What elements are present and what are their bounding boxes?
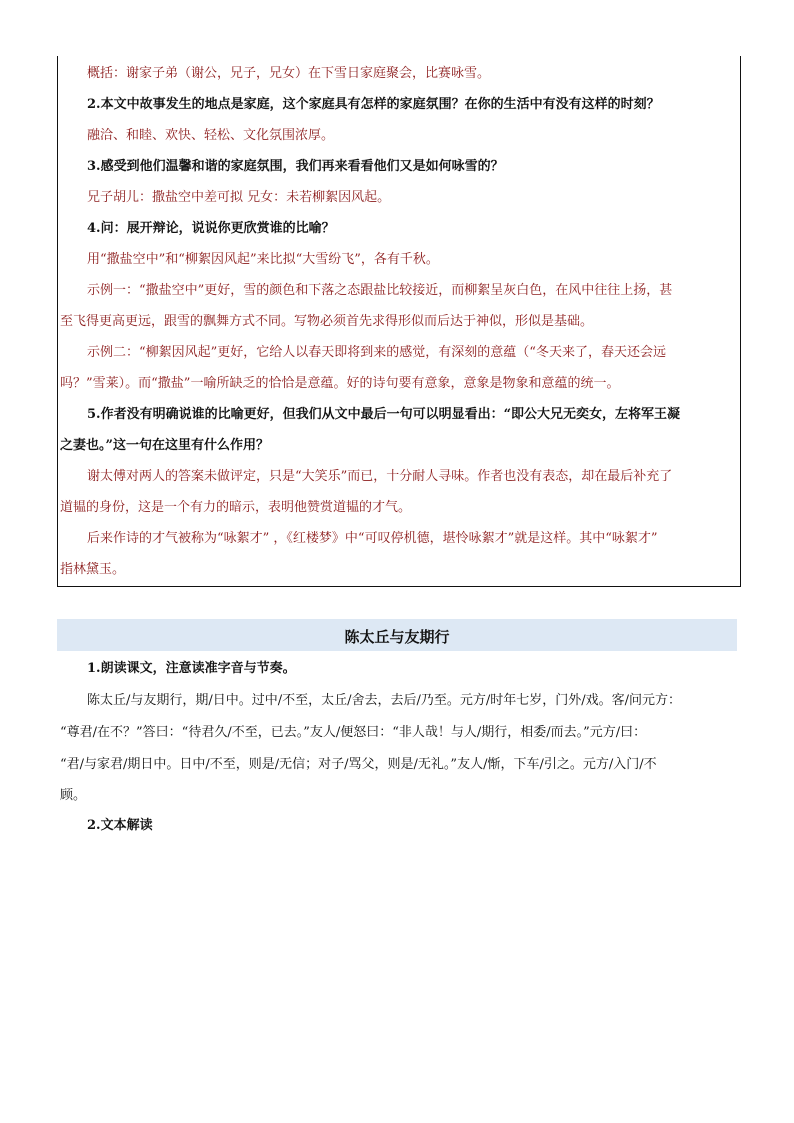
answer-5-line-2: 道韫的身份，这是一个有力的暗示，表明他赞赏道韫的才气。	[60, 500, 412, 515]
step-1-heading: 1.朗读课文，注意读准字音与节奏。	[87, 661, 296, 676]
lesson-text-line-2: “尊君/在不？”答曰：“待君久/不至，已去。”友人/便怒曰：“非人哉！与人/期行，相委/而去。”元方/曰：	[60, 725, 647, 740]
step-2-heading: 2.文本解读	[87, 818, 153, 833]
summary-text: 概括：谢家子弟（谢公，兄子，兄女）在下雪日家庭聚会，比赛咏雪。	[87, 66, 491, 81]
lesson-text-line-3: “君/与家君/期日中。日中/不至，则是/无信；对子/骂父，则是/无礼。”友人/惭，下车/引之。元方/入门/不	[60, 757, 657, 772]
example-2-line-2: 吗？”雪莱）。而“撒盐”一喻所缺乏的恰恰是意蕴。好的诗句要有意象，意象是物象和意蕴的统一。	[60, 376, 620, 391]
example-2-line-1: 示例二：“柳絮因风起”更好，它给人以春天即将到来的感觉，有深刻的意蕴（“冬天来了，春天还会远	[87, 345, 666, 360]
later-note-line-1: 后来作诗的才气被称为“咏絮才” ，《红楼梦》中“可叹停机德，堪怜咏絮才”就是这样。其中“咏絮才”	[87, 531, 658, 546]
lesson-title-banner	[57, 619, 737, 651]
lesson-title: 陈太丘与友期行	[344, 628, 450, 646]
lesson-text-line-1: 陈太丘/与友期行，期/日中。过中/不至，太丘/舍去，去后/乃至。元方/时年七岁，门外/戏。客/问元方：	[87, 693, 682, 708]
lesson-text-line-4: 顾。	[60, 788, 87, 803]
question-3: 3.感受到他们温馨和谐的家庭氛围，我们再来看看他们又是如何咏雪的？	[87, 159, 504, 174]
question-4: 4.问：展开辩论，说说你更欣赏谁的比喻？	[87, 221, 335, 236]
question-5-line-1: 5.作者没有明确说谁的比喻更好，但我们从文中最后一句可以明显看出：“即公大兄无奕女，左将军王凝	[87, 407, 681, 422]
later-note-line-2: 指林黛玉。	[60, 562, 126, 577]
example-1-line-2: 至飞得更高更远，跟雪的飘舞方式不同。写物必须首先求得形似而后达于神似，形似是基础。	[60, 314, 594, 329]
answer-4-intro: 用“撒盐空中”和“柳絮因风起”来比拟“大雪纷飞”，各有千秋。	[87, 252, 439, 267]
answer-3: 兄子胡儿：撒盐空中差可拟 兄女：未若柳絮因风起。	[87, 190, 391, 205]
question-5-line-2: 之妻也。”这一句在这里有什么作用？	[60, 438, 269, 453]
answer-5-line-1: 谢太傅对两人的答案未做评定，只是“大笑乐”而已，十分耐人寻味。作者也没有表态，却在最后补充了	[87, 469, 673, 484]
answer-2: 融洽、和睦、欢快、轻松、文化氛围浓厚。	[87, 128, 335, 143]
example-1-line-1: 示例一：“撒盐空中”更好，雪的颜色和下落之态跟盐比较接近，而柳絮呈灰白色，在风中往往上扬，甚	[87, 283, 673, 298]
question-2: 2.本文中故事发生的地点是家庭，这个家庭具有怎样的家庭氛围？在你的生活中有没有这样的时刻？	[87, 97, 660, 112]
